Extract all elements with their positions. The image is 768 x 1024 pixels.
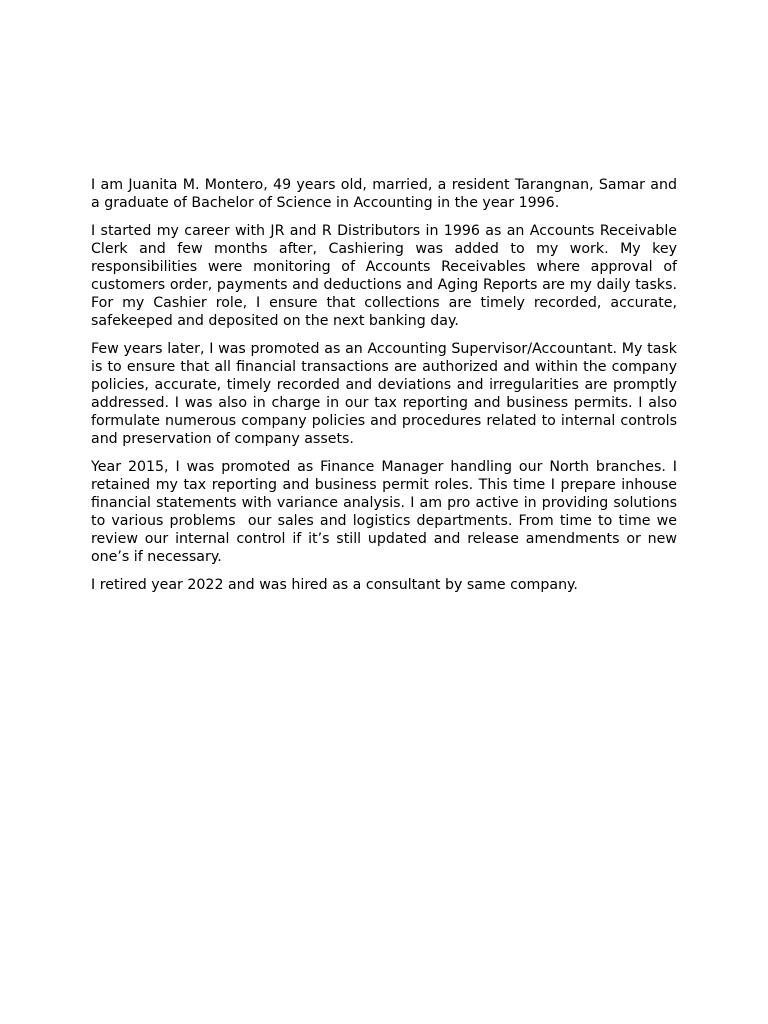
paragraph-personal-info: I am Juanita M. Montero, 49 years old, married, a resident Tarangnan, Samar and a graduate of Bachelor of Science in Accounting in the year 1996.	[91, 177, 682, 211]
paragraph-retirement: I retired year 2022 and was hired as a consultant by same company.	[91, 577, 578, 594]
paragraph-early-career: I started my career with JR and R Distributors in 1996 as an Accounts Receivable Clerk and few months after, Cashiering was added to my work. My key responsibilities were monitoring of Accounts Receivables where approval of customers order, payments and deductions and Aging Reports are my daily tasks. For my Cashier role, I ensure that collections are timely recorded, accurate, safekeeped and deposited on the next banking day.	[91, 223, 682, 329]
document-body	[91, 177, 682, 606]
paragraph-finance-manager-role: Year 2015, I was promoted as Finance Manager handling our North branches. I retained my tax reporting and business permit roles. This time I prepare inhouse financial statements with variance analysis. I am pro active in providing solutions to various problems our sales and logistics departments. From time to time we review our internal control if it’s still updated and release amendments or new one’s if necessary.	[91, 459, 682, 565]
paragraph-supervisor-role: Few years later, I was promoted as an Accounting Supervisor/Accountant. My task is to ensure that all financial transactions are authorized and within the company policies, accurate, timely recorded and deviations and irregularities are promptly addressed. I was also in charge in our tax reporting and business permits. I also formulate numerous company policies and procedures related to internal controls and preservation of company assets.	[91, 341, 682, 447]
